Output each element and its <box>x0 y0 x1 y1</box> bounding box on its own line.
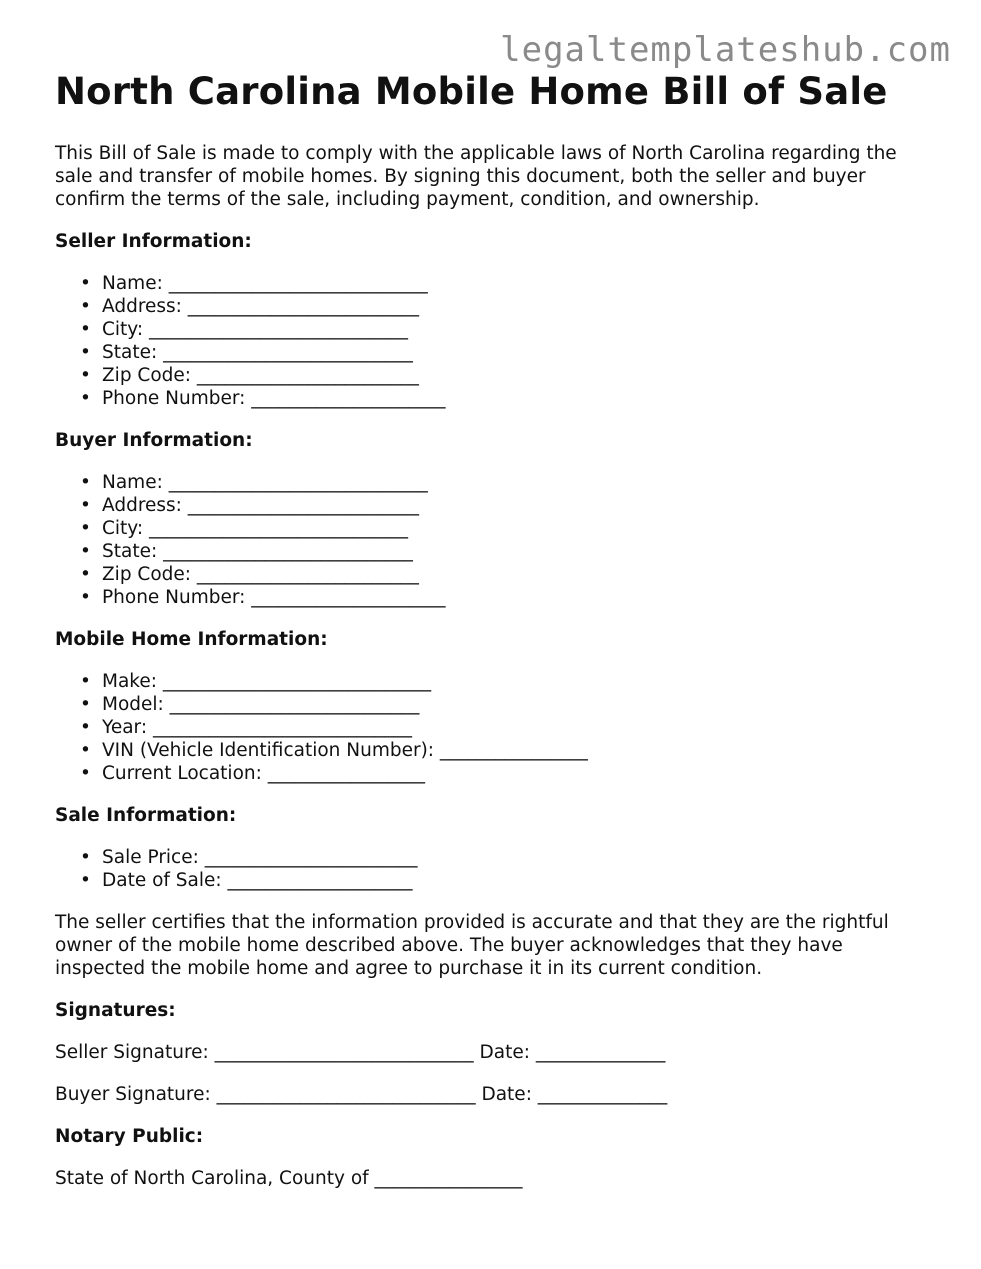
bullet-icon: • <box>80 740 91 761</box>
bullet-icon: • <box>80 763 91 784</box>
mobile-home-make-field: • Make: _____________________________ <box>80 671 432 692</box>
bullet-icon: • <box>80 671 91 692</box>
sale-date-field: • Date of Sale: ____________________ <box>80 870 413 891</box>
seller-info-list <box>55 272 935 410</box>
mobile-home-year-field: • Year: ____________________________ <box>80 717 412 738</box>
notary-county-line: State of North Carolina, County of ________________ <box>55 1168 523 1189</box>
bullet-icon: • <box>80 518 91 539</box>
mobile-home-model-field: • Model: ___________________________ <box>80 694 420 715</box>
notary-heading: Notary Public: <box>55 1126 204 1147</box>
buyer-name-field: • Name: ____________________________ <box>80 472 428 493</box>
buyer-info-heading: Buyer Information: <box>55 430 253 451</box>
bullet-icon: • <box>80 296 91 317</box>
bullet-icon: • <box>80 587 91 608</box>
sale-info-heading: Sale Information: <box>55 805 237 826</box>
seller-signature-line: Seller Signature: ____________________________ Date: ______________ <box>55 1042 666 1063</box>
certification-paragraph: The seller certifies that the information provided is accurate and that they are the rightful owner of the mobile home described above. The buyer acknowledges that they have inspected the mobile home and agree to purchase it in its current condition. <box>55 912 889 979</box>
buyer-info-list <box>55 471 935 609</box>
mobile-home-vin-field: • VIN (Vehicle Identification Number): ________________ <box>80 740 588 761</box>
watermark-text: legaltemplateshub.com <box>500 30 951 70</box>
seller-info-heading: Seller Information: <box>55 231 252 252</box>
bullet-icon: • <box>80 541 91 562</box>
bullet-icon: • <box>80 495 91 516</box>
intro-paragraph: This Bill of Sale is made to comply with the applicable laws of North Carolina regarding the sale and transfer of mobile homes. By signing this document, both the seller and buyer confirm the terms of the sale, including payment, condition, and ownership. <box>55 143 897 210</box>
bullet-icon: • <box>80 694 91 715</box>
buyer-city-field: • City: ____________________________ <box>80 518 409 539</box>
seller-city-field: • City: ____________________________ <box>80 319 409 340</box>
seller-state-field: • State: ___________________________ <box>80 342 413 363</box>
bullet-icon: • <box>80 388 91 409</box>
mobile-home-info-heading: Mobile Home Information: <box>55 629 328 650</box>
buyer-signature-line: Buyer Signature: ____________________________ Date: ______________ <box>55 1084 668 1105</box>
seller-name-field: • Name: ____________________________ <box>80 273 428 294</box>
seller-zip-field: • Zip Code: ________________________ <box>80 365 419 386</box>
bullet-icon: • <box>80 472 91 493</box>
document-page <box>55 68 935 1190</box>
signatures-heading: Signatures: <box>55 1000 176 1021</box>
bullet-icon: • <box>80 717 91 738</box>
document-title: North Carolina Mobile Home Bill of Sale <box>55 70 888 113</box>
seller-address-field: • Address: _________________________ <box>80 296 420 317</box>
bullet-icon: • <box>80 365 91 386</box>
sale-info-list <box>55 846 935 892</box>
bullet-icon: • <box>80 870 91 891</box>
buyer-state-field: • State: ___________________________ <box>80 541 413 562</box>
bullet-icon: • <box>80 564 91 585</box>
seller-phone-field: • Phone Number: _____________________ <box>80 388 446 409</box>
mobile-home-location-field: • Current Location: _________________ <box>80 763 425 784</box>
mobile-home-info-list <box>55 670 935 785</box>
bullet-icon: • <box>80 319 91 340</box>
buyer-address-field: • Address: _________________________ <box>80 495 420 516</box>
buyer-zip-field: • Zip Code: ________________________ <box>80 564 419 585</box>
bullet-icon: • <box>80 342 91 363</box>
bullet-icon: • <box>80 847 91 868</box>
bullet-icon: • <box>80 273 91 294</box>
buyer-phone-field: • Phone Number: _____________________ <box>80 587 446 608</box>
sale-price-field: • Sale Price: _______________________ <box>80 847 418 868</box>
